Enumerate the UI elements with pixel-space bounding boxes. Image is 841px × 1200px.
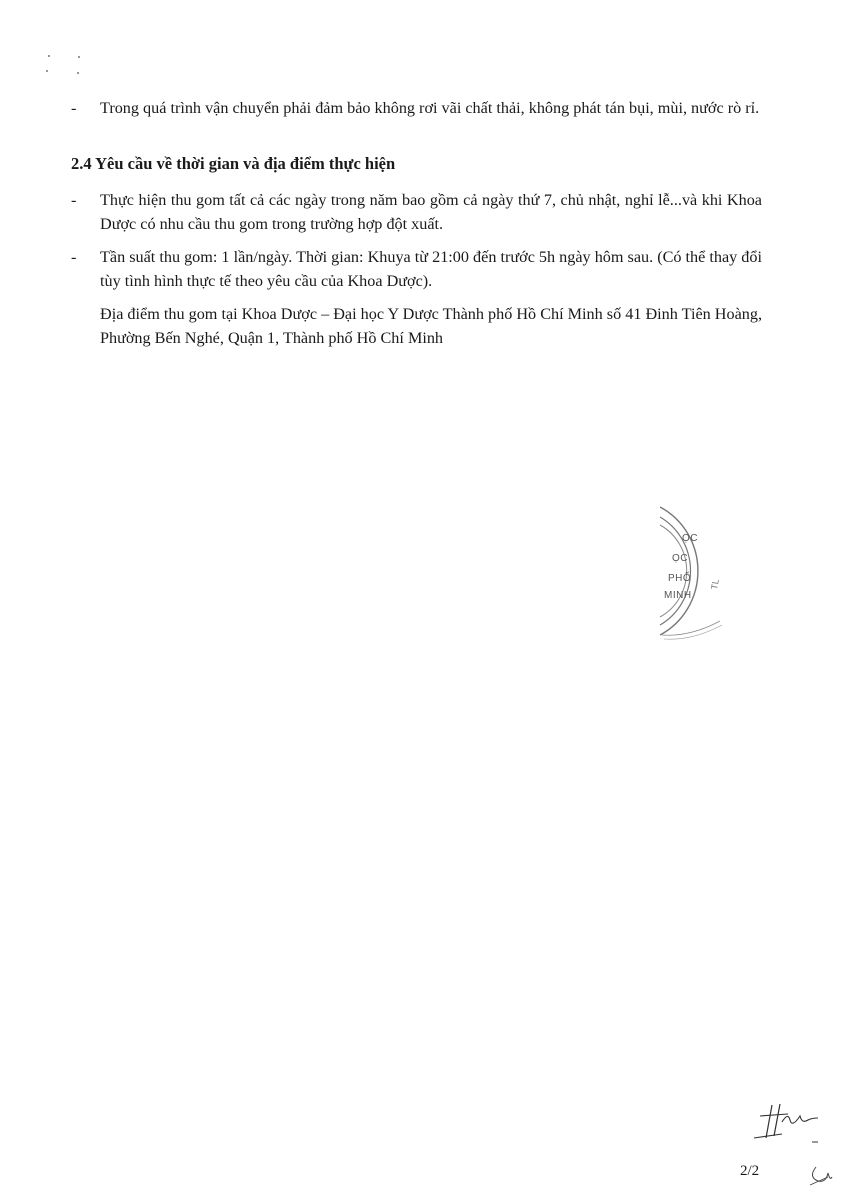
stamp-text: ỌC: [672, 553, 688, 564]
list-bullet: -: [71, 248, 77, 266]
stamp-ring-graphic: [650, 495, 745, 645]
corner-initial-mark: [806, 1163, 834, 1191]
initials-signature: [752, 1100, 822, 1145]
list-item-transport: Trong quá trình vận chuyển phải đảm bảo không rơi vãi chất thải, không phát tán bụi, mùi, nước rò rỉ.: [100, 99, 760, 117]
stamp-text: MINH: [664, 590, 692, 601]
scan-artifact: [46, 70, 48, 72]
stamp-text: PHỐ: [668, 573, 692, 584]
page-number: 2/2: [740, 1163, 760, 1179]
stamp-text: ỌC: [682, 533, 698, 544]
list-item-frequency: Tần suất thu gom: 1 lần/ngày. Thời gian: Khuya từ 21:00 đến trước 5h ngày hôm sau. (Có thể thay đổi tùy tình hình thực tế theo yêu cầu của Khoa Dược).: [100, 248, 762, 290]
scan-artifact: [77, 72, 79, 74]
scan-artifact: [78, 56, 80, 58]
list-item-schedule: Thực hiện thu gom tất cả các ngày trong năm bao gồm cả ngày thứ 7, chủ nhật, nghỉ lễ...và khi Khoa Dược có nhu cầu thu gom trong trường hợp đột xuất.: [100, 191, 762, 233]
scan-artifact: [48, 55, 50, 57]
official-stamp: [650, 495, 745, 645]
list-bullet: -: [71, 99, 77, 117]
location-paragraph: Địa điểm thu gom tại Khoa Dược – Đại học Y Dược Thành phố Hồ Chí Minh số 41 Đinh Tiên Hoàng, Phường Bến Nghé, Quận 1, Thành phố Hồ Chí Minh: [100, 305, 762, 347]
svg-text:TL: TL: [709, 578, 721, 591]
list-bullet: -: [71, 191, 77, 209]
section-heading: 2.4 Yêu cầu về thời gian và địa điểm thực hiện: [71, 154, 396, 173]
